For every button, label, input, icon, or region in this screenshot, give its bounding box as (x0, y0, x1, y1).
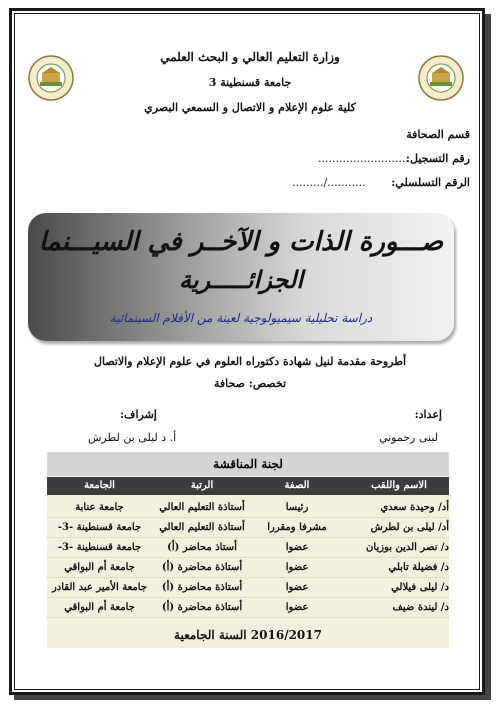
committee-table (47, 452, 449, 648)
faculty-name: كلية علوم الإعلام و الاتصال و السمعي البصري (144, 101, 356, 114)
member-name: د/ فضيلة تابلي (388, 562, 449, 573)
member-name: أد/ ليلى بن لطرش (370, 522, 449, 533)
member-rank: أستاذة محاضرة (أ) (161, 562, 243, 573)
member-rank: أستاذ محاضر (أ) (167, 542, 237, 553)
prepared-by-label: إعداد: (414, 408, 442, 421)
member-role: عضوا (285, 542, 309, 553)
page-shadow-right (485, 14, 491, 700)
member-rank: أستاذة التعليم العالي (159, 522, 245, 533)
supervisor-name: أ. د ليلى بن لطرش (88, 431, 177, 444)
academic-year (47, 628, 449, 642)
serial-value: ........./........... (292, 176, 366, 189)
department-label: قسم الصحافة (406, 128, 470, 141)
thesis-title-line1: صـــورة الذات و الآخــر في السيـــنما (38, 227, 444, 257)
member-name: د/ ليندة ضيف (392, 602, 449, 613)
member-university: جامعة قسنطينة -3- (57, 542, 142, 553)
member-university: جامعة الأمير عبد القادر (51, 582, 148, 593)
column-name: الاسم واللقب (371, 480, 427, 491)
committee-heading: لجنة المناقشة (47, 452, 449, 476)
member-name: د/ نصر الدين بوزيان (366, 542, 449, 553)
member-university: جامعة عنابة (75, 502, 124, 513)
member-role: عضوا (285, 582, 309, 593)
member-name: أد/ وحيدة سعدي (380, 502, 449, 513)
member-role: عضوا (285, 602, 309, 613)
academic-year-label: السنة الجامعية (174, 628, 247, 642)
column-rank: الرتبة (190, 480, 214, 491)
academic-year-value: 2016/2017 (250, 628, 322, 642)
committee-row (47, 498, 449, 518)
ministry-name: وزارة التعليم العالي و البحث العلمي (160, 50, 340, 64)
serial-label: الرقم التسلسلي: (391, 176, 470, 189)
member-university: جامعة أم البواقي (64, 562, 135, 573)
university-logo-right (418, 55, 464, 101)
committee-row (47, 558, 449, 578)
prepared-by-name: لبنى رحموني (378, 431, 438, 444)
committee-column-header (47, 477, 449, 495)
committee-row (47, 578, 449, 598)
member-rank: أستاذة محاضرة (أ) (161, 582, 243, 593)
member-rank: أستاذة محاضرة (أ) (161, 602, 243, 613)
column-role: الصفة (284, 480, 310, 491)
committee-row (47, 598, 449, 618)
member-university: جامعة قسنطينة -3- (57, 522, 142, 533)
supervisor-label: إشراف: (120, 408, 157, 421)
reg-number-label: رقم التسجيل: (405, 152, 470, 165)
university-name: جامعة قسنطينة 3 (208, 76, 292, 89)
member-name: د/ ليلى فيلالي (391, 582, 449, 593)
thesis-description: أطروحة مقدمة لنيل شهادة دكتوراه العلوم في علوم الإعلام والاتصال (93, 355, 407, 368)
column-university: الجامعة (84, 480, 115, 491)
committee-row (47, 538, 449, 558)
thesis-title-line2: الجزائـــــرية (178, 265, 303, 294)
committee-row (47, 518, 449, 538)
member-university: جامعة أم البواقي (64, 602, 135, 613)
thesis-subtitle: دراسة تحليلية سيميولوجية لعينة من الأفلام السينمائية (109, 311, 373, 325)
member-role: مشرفا ومقررا (267, 522, 327, 533)
member-rank: أستاذة التعليم العالي (159, 502, 245, 513)
page-shadow-bottom (14, 695, 491, 700)
member-role: عضوا (285, 562, 309, 573)
member-role: رئيسا (285, 502, 309, 513)
university-logo-left (28, 55, 74, 101)
title-banner (28, 213, 454, 341)
reg-number-value: .......................... (318, 152, 409, 165)
specialty: تخصص: صحافة (213, 377, 286, 390)
